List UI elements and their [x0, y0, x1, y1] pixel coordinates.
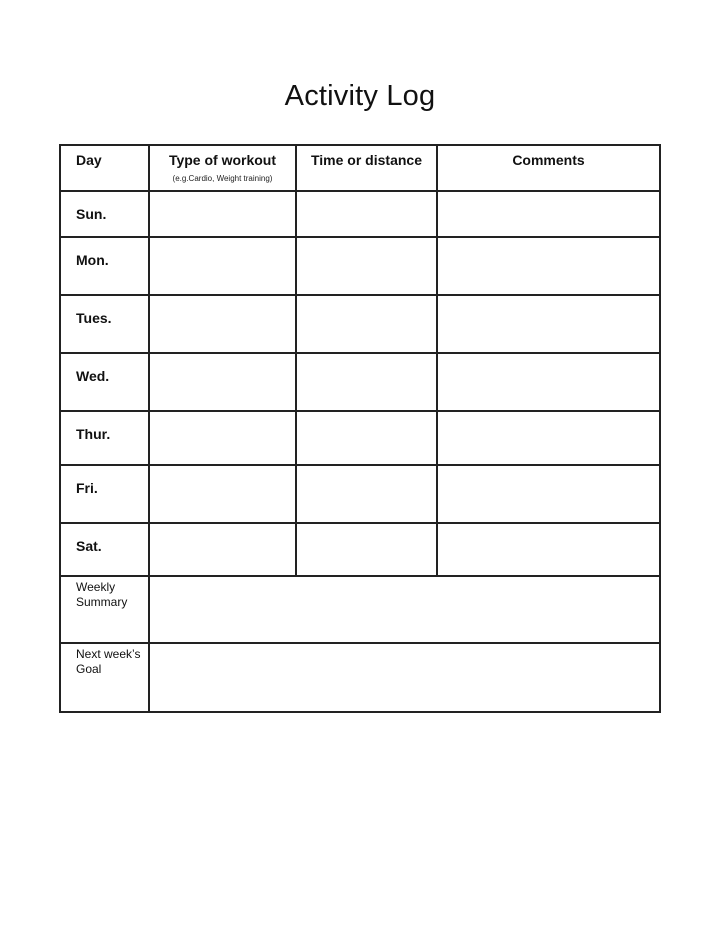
time-cell[interactable] [296, 353, 437, 411]
type-cell[interactable] [149, 523, 296, 576]
time-cell[interactable] [296, 523, 437, 576]
weekly-summary-label-line1: Weekly [76, 580, 116, 594]
day-label-sun: Sun. [76, 206, 107, 222]
day-cell [60, 237, 149, 295]
table-row-sat [60, 523, 660, 576]
header-row [60, 145, 660, 191]
day-label-mon: Mon. [76, 252, 109, 268]
activity-log-table [59, 144, 661, 713]
weekly-summary-label-line2: Summary [76, 595, 128, 609]
comments-cell[interactable] [437, 295, 660, 353]
type-cell[interactable] [149, 353, 296, 411]
header-type-label: Type of workout [168, 152, 277, 168]
goal-label-line2: Goal [76, 662, 102, 676]
comments-cell[interactable] [437, 191, 660, 237]
header-type [149, 145, 296, 191]
page-title: Activity Log [284, 80, 436, 112]
type-cell[interactable] [149, 295, 296, 353]
table-row-next-week-goal [60, 643, 660, 712]
summary-label-cell [60, 576, 149, 643]
goal-label-line1: Next week’s [76, 647, 141, 661]
day-cell [60, 191, 149, 237]
time-cell[interactable] [296, 411, 437, 465]
comments-cell[interactable] [437, 523, 660, 576]
type-cell[interactable] [149, 237, 296, 295]
day-cell [60, 465, 149, 523]
day-cell [60, 411, 149, 465]
day-label-fri: Fri. [76, 480, 98, 496]
table-row-thur [60, 411, 660, 465]
comments-cell[interactable] [437, 465, 660, 523]
time-cell[interactable] [296, 465, 437, 523]
day-label-tues: Tues. [76, 310, 112, 326]
type-cell[interactable] [149, 465, 296, 523]
day-cell [60, 353, 149, 411]
day-label-wed: Wed. [76, 368, 110, 384]
time-cell[interactable] [296, 295, 437, 353]
type-cell[interactable] [149, 411, 296, 465]
day-label-sat: Sat. [76, 538, 102, 554]
next-week-goal-cell[interactable] [149, 643, 660, 712]
time-cell[interactable] [296, 237, 437, 295]
day-cell [60, 523, 149, 576]
weekly-summary-cell[interactable] [149, 576, 660, 643]
header-time-label: Time or distance [310, 152, 422, 168]
day-label-thur: Thur. [76, 426, 111, 442]
header-time [296, 145, 437, 191]
comments-cell[interactable] [437, 411, 660, 465]
header-type-note: (e.g.Cardio, Weight training) [172, 174, 273, 183]
table-row-weekly-summary [60, 576, 660, 643]
table-row-tues [60, 295, 660, 353]
time-cell[interactable] [296, 191, 437, 237]
comments-cell[interactable] [437, 353, 660, 411]
goal-label-cell [60, 643, 149, 712]
table-row-fri [60, 465, 660, 523]
comments-cell[interactable] [437, 237, 660, 295]
header-day [60, 145, 149, 191]
header-comments [437, 145, 660, 191]
day-cell [60, 295, 149, 353]
table-row-mon [60, 237, 660, 295]
header-day-label: Day [76, 152, 102, 168]
table-row-wed [60, 353, 660, 411]
type-cell[interactable] [149, 191, 296, 237]
header-comments-label: Comments [512, 152, 585, 168]
table-row-sun [60, 191, 660, 237]
